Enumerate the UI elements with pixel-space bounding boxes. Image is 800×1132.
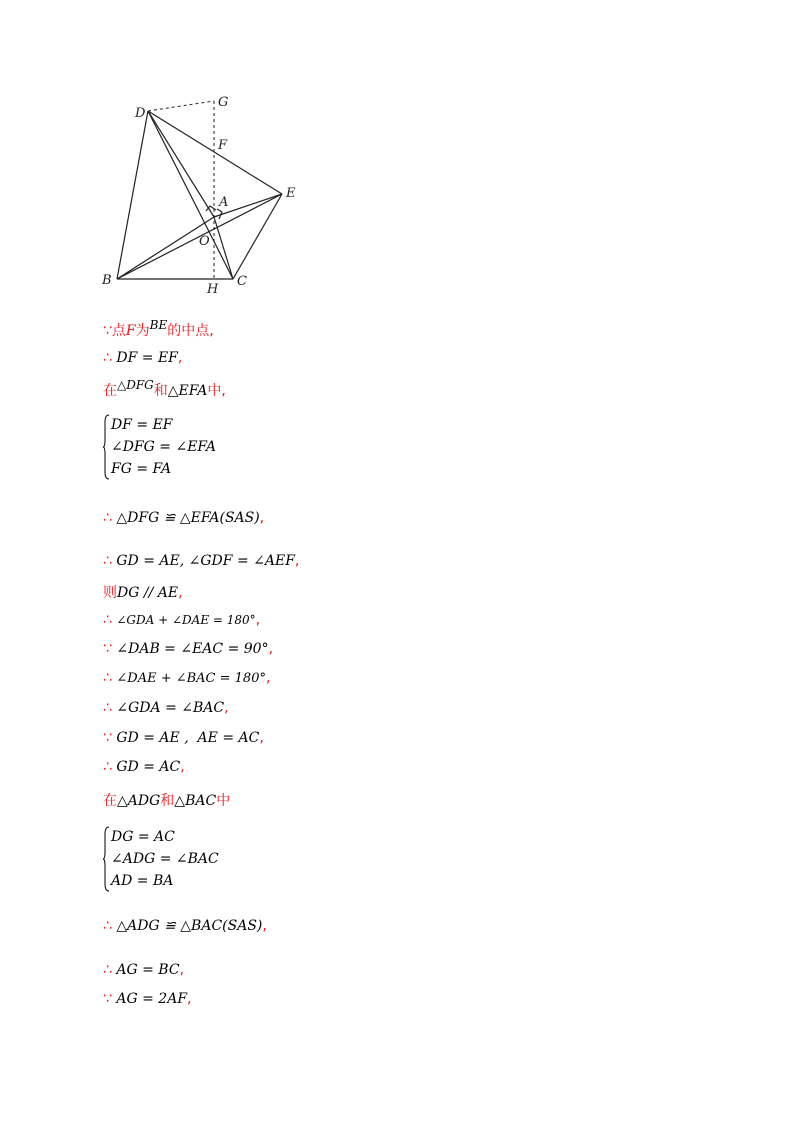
- proof-step-3: 则DG // AE,: [103, 585, 183, 601]
- proof-step2-1: ∴ △ADG ≌ △BAC(SAS),: [103, 918, 267, 934]
- equation-system-2: [103, 826, 219, 892]
- label-A: A: [219, 195, 229, 210]
- system1-eq-2: ∠DFG = ∠EFA: [111, 439, 217, 455]
- brace-icon: [103, 414, 109, 480]
- system2-eq-1: DG = AC: [111, 829, 175, 845]
- brace-icon: [103, 826, 109, 892]
- label-H: H: [207, 282, 219, 297]
- proof-line-adg-bac: 在△ADG和△BAC中: [103, 793, 231, 809]
- proof-line-3: 在△DFG和△EFA中,: [103, 378, 226, 399]
- proof-step-2: ∴ GD = AE, ∠GDF = ∠AEF,: [103, 553, 300, 569]
- system1-eq-1: DF = EF: [111, 417, 173, 433]
- system2-eq-3: AD = BA: [111, 873, 174, 889]
- system2-eq-2: ∠ADG = ∠BAC: [111, 851, 219, 867]
- proof-step2-3: ∵ AG = 2AF,: [103, 991, 192, 1007]
- segment-DE: [148, 111, 282, 194]
- dashed-DG: [148, 101, 214, 111]
- label-B: B: [102, 273, 112, 288]
- label-O: O: [199, 234, 210, 249]
- geometry-figure: [95, 88, 305, 298]
- label-F: F: [218, 138, 228, 153]
- right-angle-mark-2: [217, 209, 222, 219]
- system1-eq-3: FG = FA: [111, 461, 172, 477]
- proof-step-7: ∴ ∠GDA = ∠BAC,: [103, 700, 229, 716]
- label-D: D: [135, 106, 146, 121]
- segment-DB: [117, 111, 148, 279]
- label-E: E: [286, 186, 296, 201]
- proof-line-1: ∵点F为BE的中点,: [103, 318, 214, 339]
- proof-step-6: ∴ ∠DAE + ∠BAC = 180°,: [103, 670, 271, 686]
- proof-step-9: ∴ GD = AC,: [103, 759, 185, 775]
- proof-step-1: ∴ △DFG ≌ △EFA(SAS),: [103, 510, 265, 526]
- proof-step-4: ∴ ∠GDA + ∠DAE = 180°,: [103, 612, 261, 628]
- proof-step-5: ∵ ∠DAB = ∠EAC = 90°,: [103, 641, 274, 657]
- proof-step2-2: ∴ AG = BC,: [103, 962, 185, 978]
- proof-line-2: ∴ DF = EF,: [103, 350, 183, 366]
- segment-DA: [148, 111, 214, 217]
- label-G: G: [218, 95, 229, 110]
- equation-system-1: [103, 414, 216, 480]
- proof-step-8: ∵ GD = AE , AE = AC,: [103, 730, 264, 746]
- label-C: C: [237, 274, 247, 289]
